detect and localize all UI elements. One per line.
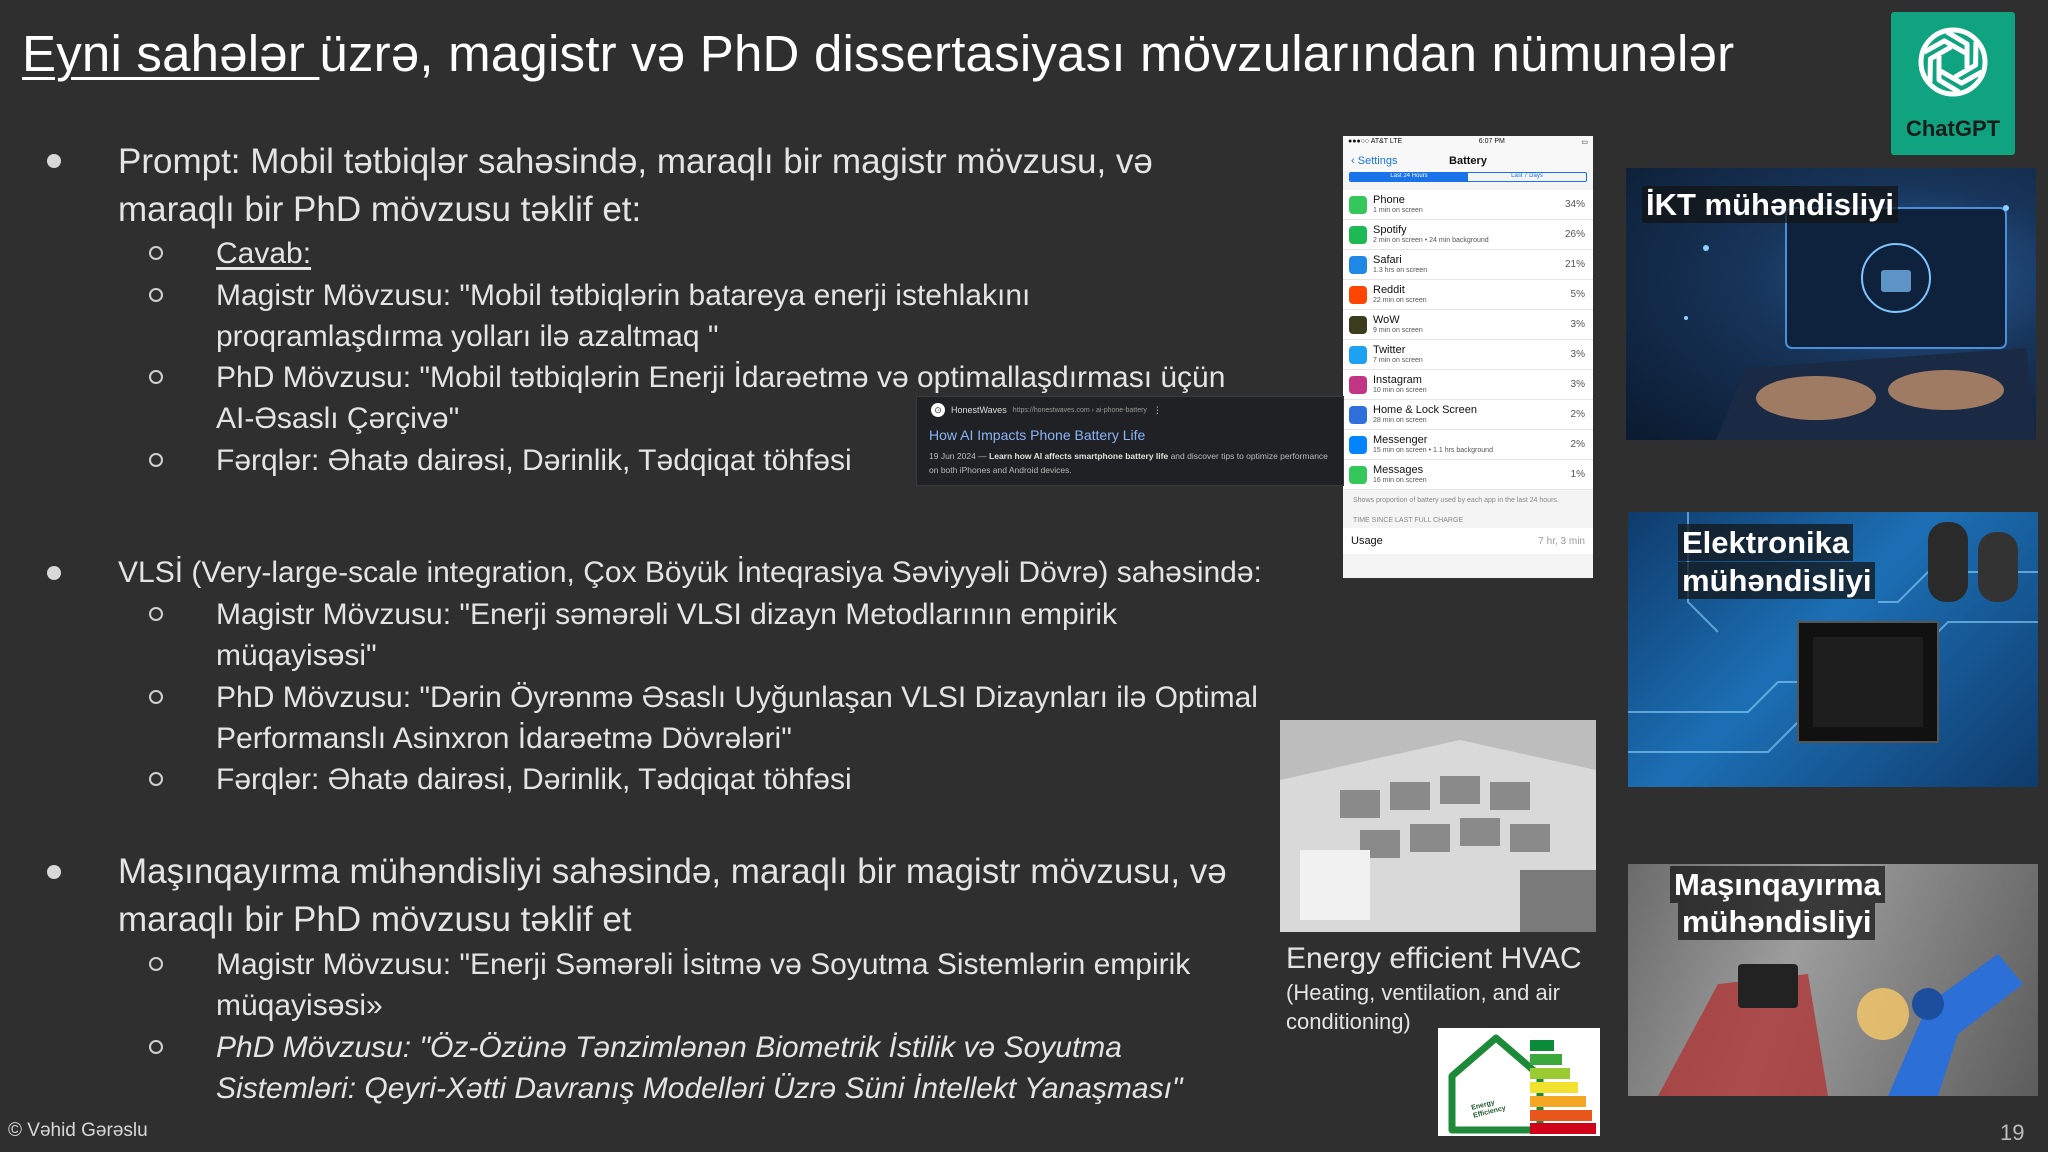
electronics-engineering-label-line2: mühəndisliyi <box>1678 562 1875 599</box>
page-number: 19 <box>2000 1120 2025 1145</box>
app-usage-detail: 15 min on screen • 1.1 hrs background <box>1373 446 1493 454</box>
app-text <box>1373 285 1427 305</box>
sub-bullet-ring <box>149 690 163 704</box>
app-name: Phone <box>1373 193 1405 206</box>
app-icon <box>1349 226 1367 244</box>
segment-last-24h[interactable]: Last 24 Hours <box>1350 173 1468 181</box>
app-battery-percent: 21% <box>1564 259 1585 270</box>
s3-phd-line1: PhD Mövzusu: "Öz-Özünə Tənzimlənən Biometrik İstilik və Soyutma <box>216 1031 1122 1064</box>
s3-masters-line2: müqayisəsi» <box>216 989 383 1022</box>
hvac-caption-subtitle: (Heating, ventilation, and air conditioning) <box>1286 980 1560 1034</box>
s2-phd-line2: Performanslı Asinxron İdarəetmə Dövrələri" <box>216 722 792 755</box>
s1-masters-line2: proqramlaşdırma yolları ilə azaltmaq " <box>216 320 719 353</box>
snippet-date: 19 Jun 2024 — <box>929 451 987 461</box>
snippet-rest: and discover tips to optimize performance on both iPhones and Android devices. <box>929 451 1328 475</box>
app-icon <box>1349 196 1367 214</box>
back-label: Settings <box>1357 155 1398 167</box>
s1-answer-label: Cavab: <box>216 237 312 270</box>
app-text <box>1373 465 1427 485</box>
sub-bullet-ring <box>149 1040 163 1054</box>
energy-efficiency-badge <box>1438 1028 1600 1136</box>
app-name: Twitter <box>1373 343 1406 356</box>
app-icon <box>1349 346 1367 364</box>
sub-bullet-ring <box>149 370 163 384</box>
app-icon <box>1349 286 1367 304</box>
app-icon <box>1349 256 1367 274</box>
s2-diff: Fərqlər: Əhatə dairəsi, Dərinlik, Tədqiqat töhfəsi <box>216 763 852 796</box>
app-text <box>1373 195 1423 215</box>
s1-prompt-line2: maraqlı bir PhD mövzusu təklif et: <box>118 190 642 229</box>
hvac-caption-title: Energy efficient HVAC <box>1286 942 1582 975</box>
mechanical-engineering-image <box>1628 864 2038 1096</box>
app-battery-percent: 3% <box>1570 379 1585 390</box>
usage-value: 7 hr, 3 min <box>1538 535 1585 547</box>
app-text <box>1373 315 1423 335</box>
sub-bullet-ring <box>149 957 163 971</box>
app-text <box>1373 435 1493 455</box>
app-battery-percent: 3% <box>1570 349 1585 360</box>
since-charge-header: TIME SINCE LAST FULL CHARGE <box>1353 517 1464 524</box>
battery-app-row[interactable] <box>1343 400 1593 430</box>
phone-nav-bar <box>1343 150 1593 172</box>
slide-title-underlined: Eyni sahələr <box>22 25 320 82</box>
sub-bullet-ring <box>149 772 163 786</box>
mechanical-engineering-label-line2: mühəndisliyi <box>1678 903 1875 940</box>
segment-last-7d[interactable]: Last 7 Days <box>1511 173 1543 179</box>
app-battery-percent: 34% <box>1564 199 1585 210</box>
app-usage-detail: 16 min on screen <box>1373 476 1427 484</box>
battery-app-row[interactable] <box>1343 430 1593 460</box>
site-name: HonestWaves <box>951 405 1007 415</box>
s1-phd-line2: AI-Əsaslı Çərçivə" <box>216 402 460 435</box>
chatgpt-logo-label: ChatGPT <box>1905 116 2001 141</box>
battery-app-row[interactable] <box>1343 250 1593 280</box>
app-battery-percent: 1% <box>1570 469 1585 480</box>
search-result-card <box>916 396 1344 486</box>
sub-bullet-ring <box>149 288 163 302</box>
electronics-engineering-label-line1: Elektronika <box>1678 524 1853 561</box>
battery-screenshot <box>1343 136 1593 578</box>
s3-phd-line2: Sistemləri: Qeyri-Xətti Davranış Modelləri Üzrə Süni İntellekt Yanaşması" <box>216 1072 1183 1105</box>
app-battery-percent: 2% <box>1570 409 1585 420</box>
app-name: Instagram <box>1373 373 1422 386</box>
slide-title <box>22 24 1734 83</box>
app-battery-percent: 3% <box>1570 319 1585 330</box>
app-usage-detail: 1.3 hrs on screen <box>1373 266 1428 274</box>
app-battery-percent: 26% <box>1564 229 1585 240</box>
app-text <box>1373 345 1423 365</box>
mechanical-engineering-label-line1: Maşınqayırma <box>1670 866 1885 903</box>
battery-app-row[interactable] <box>1343 310 1593 340</box>
sub-bullet-ring <box>149 607 163 621</box>
app-icon <box>1349 376 1367 394</box>
app-usage-detail: 7 min on screen <box>1373 356 1423 364</box>
bullet-dot <box>47 566 61 580</box>
app-icon <box>1349 466 1367 484</box>
search-result-snippet <box>929 449 1339 477</box>
s2-masters-line2: müqayisəsi" <box>216 639 377 672</box>
app-battery-percent: 2% <box>1570 439 1585 450</box>
app-icon <box>1349 406 1367 424</box>
battery-app-list <box>1343 190 1593 490</box>
s2-line1: VLSİ (Very-large-scale integration, Çox Böyük İnteqrasiya Səviyyəli Dövrə) sahəsində: <box>118 556 1262 589</box>
s3-line1: Maşınqayırma mühəndisliyi sahəsində, maraqlı bir magistr mövzusu, və <box>118 852 1227 891</box>
house-energy-rating-icon <box>1438 1028 1600 1136</box>
site-favicon-icon: ⊙ <box>931 403 945 417</box>
carrier-text: ●●●○○ AT&T LTE <box>1348 138 1403 145</box>
more-options-icon[interactable]: ⋮ <box>1152 404 1162 415</box>
app-usage-detail: 22 min on screen <box>1373 296 1427 304</box>
energy-efficiency-label: Energy Efficiency <box>1470 1099 1507 1120</box>
app-usage-detail: 2 min on screen • 24 min background <box>1373 236 1489 244</box>
back-button[interactable]: ‹ Settings <box>1351 155 1398 167</box>
usage-row <box>1343 528 1593 554</box>
app-name: Safari <box>1373 253 1402 266</box>
electronics-engineering-image <box>1628 512 2038 787</box>
s2-masters-line1: Magistr Mövzusu: "Enerji səmərəli VLSI dizayn Metodlarının empirik <box>216 598 1117 631</box>
app-usage-detail: 1 min on screen <box>1373 206 1423 214</box>
ict-engineering-label: İKT mühəndisliyi <box>1642 186 1898 223</box>
app-text <box>1373 255 1427 275</box>
sub-bullet-ring <box>149 246 163 260</box>
battery-app-row[interactable] <box>1343 340 1593 370</box>
battery-app-row[interactable] <box>1343 220 1593 250</box>
hvac-rooftop-image <box>1280 720 1596 932</box>
copyright-text: © Vəhid Gərəslu <box>8 1120 148 1141</box>
app-usage-detail: 28 min on screen <box>1373 416 1427 424</box>
snippet-bold: Learn how AI affects smartphone battery life <box>989 451 1169 461</box>
openai-knot-icon <box>1913 22 1993 102</box>
app-name: Home & Lock Screen <box>1373 403 1477 416</box>
phone-status-bar <box>1343 136 1593 150</box>
battery-app-row[interactable] <box>1343 370 1593 400</box>
search-result-site <box>931 403 1162 417</box>
bullet-dot <box>47 154 61 168</box>
clock-text: 6:07 PM <box>1478 138 1505 145</box>
sub-bullet-ring <box>149 453 163 467</box>
s1-phd-line1: PhD Mövzusu: "Mobil tətbiqlərin Enerji İdarəetmə və optimallaşdırması üçün <box>216 361 1226 394</box>
app-name: Messages <box>1373 463 1424 476</box>
s1-prompt-line1: Prompt: Mobil tətbiqlər sahəsində, maraqlı bir magistr mövzusu, və <box>118 142 1153 181</box>
s3-line2: maraqlı bir PhD mövzusu təklif et <box>118 900 632 939</box>
app-name: Messenger <box>1373 433 1428 446</box>
app-text <box>1373 225 1489 245</box>
time-range-segmented-control[interactable] <box>1349 172 1587 182</box>
bullet-dot <box>47 865 61 879</box>
app-usage-detail: 9 min on screen <box>1373 326 1423 334</box>
phone-screen-title: Battery <box>1449 155 1487 167</box>
s1-masters-line1: Magistr Mövzusu: "Mobil tətbiqlərin batareya enerji istehlakını <box>216 279 1031 312</box>
app-icon <box>1349 436 1367 454</box>
battery-app-row[interactable] <box>1343 190 1593 220</box>
battery-app-row[interactable] <box>1343 460 1593 490</box>
s2-phd-line1: PhD Mövzusu: "Dərin Öyrənmə Əsaslı Uyğunlaşan VLSI Dizaynları ilə Optimal <box>216 681 1258 714</box>
hvac-caption <box>1286 940 1606 1036</box>
battery-icon: ▭ <box>1581 139 1588 146</box>
app-text <box>1373 375 1427 395</box>
app-battery-percent: 5% <box>1570 289 1585 300</box>
app-name: WoW <box>1373 313 1400 326</box>
ict-engineering-image <box>1626 168 2036 440</box>
battery-app-row[interactable] <box>1343 280 1593 310</box>
app-usage-detail: 10 min on screen <box>1373 386 1427 394</box>
usage-label: Usage <box>1351 535 1383 547</box>
app-name: Reddit <box>1373 283 1405 296</box>
battery-note: Shows proportion of battery used by each app in the last 24 hours. <box>1353 497 1559 504</box>
slide-title-rest: üzrə, magistr və PhD dissertasiyası mövzularından nümunələr <box>319 25 1735 82</box>
search-result-headline[interactable]: How AI Impacts Phone Battery Life <box>929 427 1146 443</box>
app-name: Spotify <box>1373 223 1407 236</box>
site-url[interactable]: https://honestwaves.com › ai-phone-battery <box>1012 406 1147 414</box>
rooftop-units-illustration <box>1280 720 1596 932</box>
s1-diff: Fərqlər: Əhatə dairəsi, Dərinlik, Tədqiqat töhfəsi <box>216 444 852 477</box>
app-icon <box>1349 316 1367 334</box>
s3-masters-line1: Magistr Mövzusu: "Enerji Səmərəli İsitmə və Soyutma Sistemlərin empirik <box>216 948 1191 981</box>
app-text <box>1373 405 1477 425</box>
chatgpt-logo <box>1891 12 2015 155</box>
